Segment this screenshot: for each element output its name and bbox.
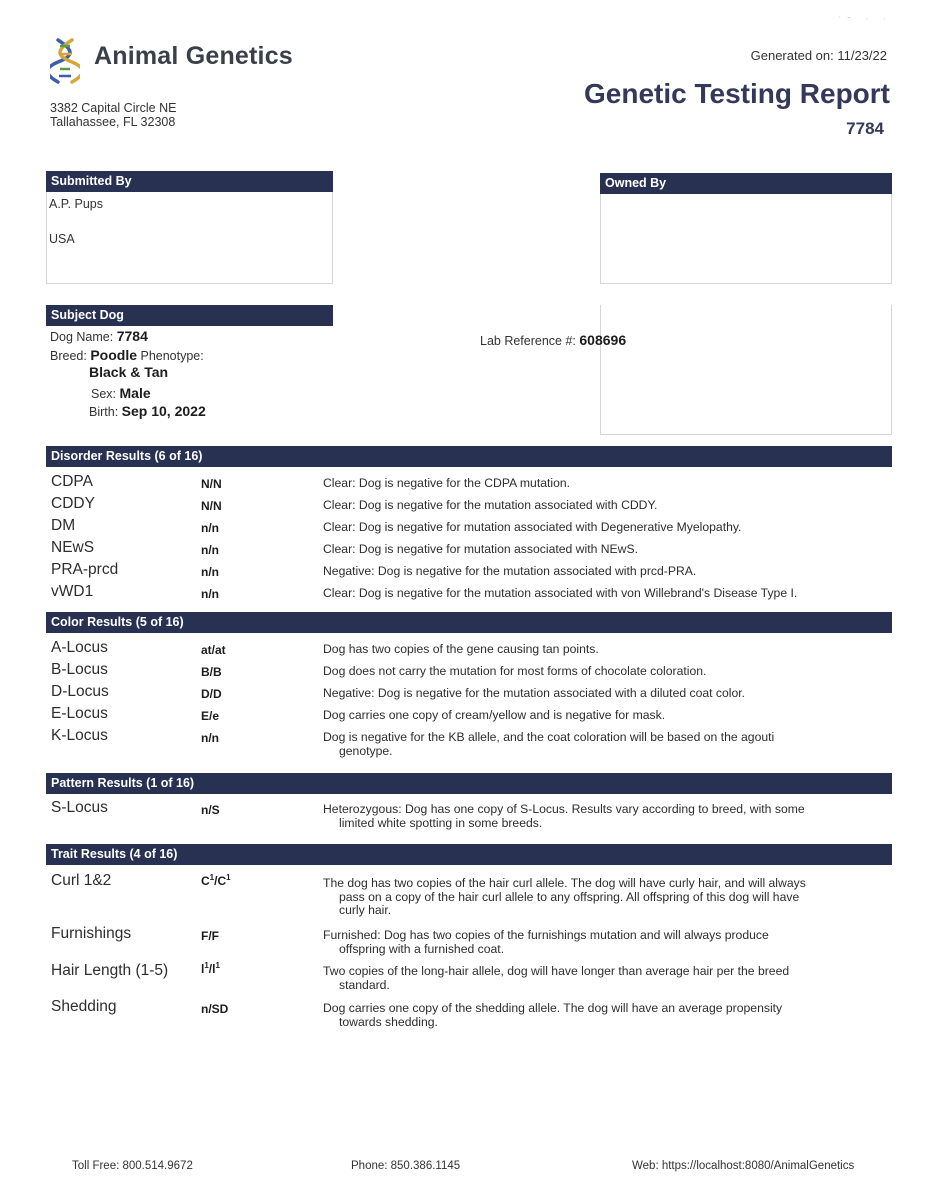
disorder-genotype: n/n bbox=[201, 587, 219, 601]
pattern-locus-name: S-Locus bbox=[51, 799, 108, 816]
submitted-by-box bbox=[46, 192, 333, 284]
disorder-description: Clear: Dog is negative for the mutation associated with von Willebrand's Disease Type I. bbox=[323, 586, 798, 600]
disorder-genotype: n/n bbox=[201, 521, 219, 535]
report-title: Genetic Testing Report bbox=[584, 78, 890, 109]
subject-right-box bbox=[600, 305, 892, 435]
pattern-description bbox=[323, 803, 868, 830]
margin-marks: ˙ˉ ˑ ˑ bbox=[838, 16, 892, 27]
birth-value: Sep 10, 2022 bbox=[121, 403, 206, 419]
footer-web-link[interactable]: Web: https://localhost:8080/AnimalGenetics bbox=[632, 1160, 855, 1172]
disorder-description: Clear: Dog is negative for the CDPA mutation. bbox=[323, 476, 571, 490]
disorder-name: NEwS bbox=[51, 539, 95, 556]
pattern-description-line: limited white spotting in some breeds. bbox=[339, 815, 543, 830]
trait-description bbox=[323, 1002, 868, 1029]
address-line-2: Tallahassee, FL 32308 bbox=[50, 115, 176, 129]
lab-ref-label: Lab Reference #: bbox=[480, 334, 576, 348]
trait-description-line: towards shedding. bbox=[339, 1014, 438, 1029]
dog-name-row bbox=[50, 328, 148, 344]
dog-name-value: 7784 bbox=[116, 328, 148, 344]
birth-label: Birth: bbox=[89, 405, 119, 419]
disorder-name: PRA-prcd bbox=[51, 561, 119, 578]
breed-value: Poodle bbox=[90, 347, 137, 363]
color-description: Dog carries one copy of cream/yellow and is negative for mask. bbox=[323, 708, 666, 722]
disorder-name: CDPA bbox=[51, 473, 93, 490]
generated-date: Generated on: 11/23/22 bbox=[750, 48, 887, 63]
phenotype-row bbox=[89, 364, 168, 380]
pattern-description-line: Heterozygous: Dog has one copy of S-Locus. Results vary according to breed, with some bbox=[323, 802, 805, 816]
trait-description-line: pass on a copy of the hair curl allele to any offspring. All offspring of this dog will have bbox=[339, 889, 800, 904]
disorder-results-header: Disorder Results (6 of 16) bbox=[46, 446, 892, 467]
phenotype-label: Phenotype: bbox=[140, 349, 204, 363]
lab-ref-value: 608696 bbox=[579, 332, 627, 348]
submitter-country: USA bbox=[49, 232, 75, 246]
submitted-by-header: Submitted By bbox=[46, 171, 333, 192]
sex-label: Sex: bbox=[91, 387, 117, 401]
trait-description-line: offspring with a furnished coat. bbox=[339, 941, 505, 956]
pattern-genotype: n/S bbox=[201, 803, 220, 817]
lab-reference bbox=[480, 332, 626, 348]
footer-phone: Phone: 850.386.1145 bbox=[351, 1160, 461, 1172]
color-genotype: D/D bbox=[201, 687, 222, 701]
disorder-name: DM bbox=[51, 517, 76, 534]
submitter-name: A.P. Pups bbox=[49, 197, 103, 211]
disorder-description: Clear: Dog is negative for mutation associated with NEwS. bbox=[323, 542, 638, 556]
disorder-description: Negative: Dog is negative for the mutation associated with prcd-PRA. bbox=[323, 564, 697, 578]
sex-row bbox=[91, 385, 151, 401]
trait-name: Curl 1&2 bbox=[51, 872, 112, 889]
company-address bbox=[50, 101, 176, 129]
color-description-line: Dog is negative for the KB allele, and the coat coloration will be based on the agouti bbox=[323, 730, 775, 744]
color-description: Dog does not carry the mutation for most forms of chocolate coloration. bbox=[323, 664, 707, 678]
disorder-name: vWD1 bbox=[51, 583, 94, 600]
disorder-genotype: N/N bbox=[201, 477, 222, 491]
trait-description-line: Two copies of the long-hair allele, dog will have longer than average hair per the breed bbox=[323, 964, 790, 978]
color-locus-name: K-Locus bbox=[51, 727, 108, 744]
trait-description bbox=[323, 929, 868, 956]
dog-name-label: Dog Name: bbox=[50, 330, 114, 344]
breed-row bbox=[50, 347, 204, 363]
trait-description-line: curly hair. bbox=[339, 903, 392, 917]
brand-name: Animal Genetics bbox=[94, 42, 293, 70]
color-genotype: E/e bbox=[201, 709, 220, 723]
color-genotype: n/n bbox=[201, 731, 219, 745]
footer-toll-free: Toll Free: 800.514.9672 bbox=[72, 1160, 193, 1172]
owned-by-box bbox=[600, 194, 892, 284]
trait-name: Shedding bbox=[51, 998, 117, 1015]
color-results-header: Color Results (5 of 16) bbox=[46, 612, 892, 633]
address-line-1: 3382 Capital Circle NE bbox=[50, 101, 177, 115]
disorder-description: Clear: Dog is negative for mutation associated with Degenerative Myelopathy. bbox=[323, 520, 742, 534]
trait-description-line: standard. bbox=[339, 977, 390, 992]
trait-results-header: Trait Results (4 of 16) bbox=[46, 844, 892, 865]
disorder-genotype: n/n bbox=[201, 565, 219, 579]
color-description: Dog has two copies of the gene causing tan points. bbox=[323, 642, 599, 656]
disorder-name: CDDY bbox=[51, 495, 95, 512]
birth-row bbox=[89, 403, 206, 419]
trait-description-line: Furnished: Dog has two copies of the furnishings mutation and will always produce bbox=[323, 928, 769, 942]
pattern-results-header: Pattern Results (1 of 16) bbox=[46, 773, 892, 794]
color-description: Negative: Dog is negative for the mutation associated with a diluted coat color. bbox=[323, 686, 746, 700]
trait-genotype: n/SD bbox=[201, 1002, 229, 1016]
color-locus-name: A-Locus bbox=[51, 639, 108, 656]
color-locus-name: D-Locus bbox=[51, 683, 109, 700]
trait-name: Hair Length (1-5) bbox=[51, 962, 169, 979]
phenotype-value: Black & Tan bbox=[89, 364, 169, 380]
trait-description bbox=[323, 877, 868, 918]
sex-value: Male bbox=[119, 385, 151, 401]
report-number: 7784 bbox=[846, 119, 884, 138]
color-locus-name: B-Locus bbox=[51, 661, 108, 678]
disorder-genotype: n/n bbox=[201, 543, 219, 557]
owned-by-header: Owned By bbox=[600, 173, 892, 194]
trait-genotype: F/F bbox=[201, 929, 219, 943]
trait-description bbox=[323, 965, 868, 992]
trait-description-line: The dog has two copies of the hair curl allele. The dog will have curly hair, and will always bbox=[323, 876, 806, 890]
disorder-genotype: N/N bbox=[201, 499, 222, 513]
trait-genotype: $l^1/l^1$ bbox=[201, 961, 220, 976]
color-description-line: genotype. bbox=[339, 743, 393, 758]
trait-genotype: $C^1/C^1$ bbox=[201, 873, 231, 888]
color-genotype: at/at bbox=[201, 643, 226, 657]
color-genotype: B/B bbox=[201, 665, 222, 679]
color-locus-name: E-Locus bbox=[51, 705, 108, 722]
trait-name: Furnishings bbox=[51, 925, 132, 942]
dna-logo-icon bbox=[50, 38, 80, 84]
breed-label: Breed: bbox=[50, 349, 87, 363]
disorder-description: Clear: Dog is negative for the mutation associated with CDDY. bbox=[323, 498, 658, 512]
color-description bbox=[323, 731, 868, 758]
trait-description-line: Dog carries one copy of the shedding allele. The dog will have an average propensity bbox=[323, 1001, 783, 1015]
subject-dog-header: Subject Dog bbox=[46, 305, 333, 326]
